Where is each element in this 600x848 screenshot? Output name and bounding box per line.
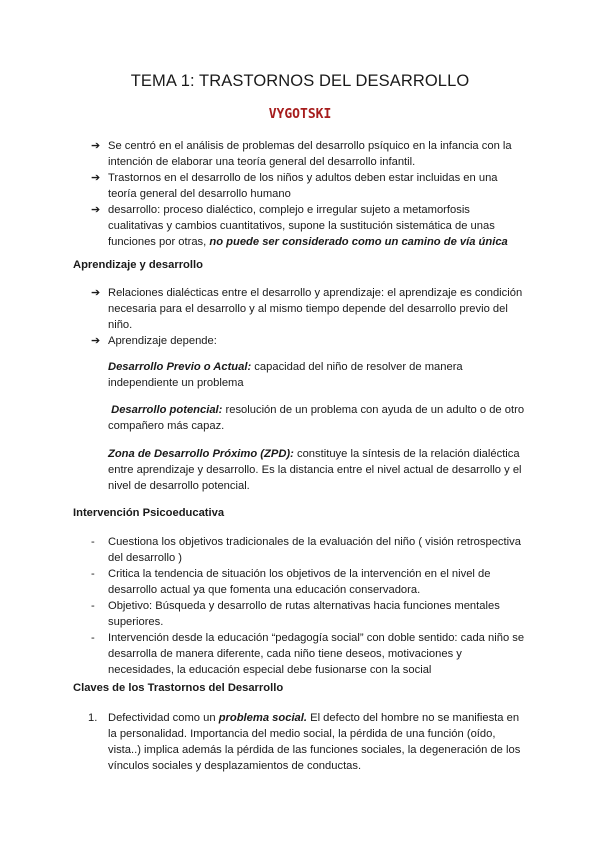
intervencion-item-3: Objetivo: Búsqueda y desarrollo de rutas alternativas hacia funciones mentales superiores. — [108, 600, 500, 628]
section-heading-claves: Claves de los Trastornos del Desarrollo — [73, 682, 284, 694]
list-item — [91, 630, 526, 678]
list-item — [91, 598, 526, 630]
intro-item-3-text: desarrollo: proceso dialéctico, complejo e irregular sujeto a metamorfosis cualitativas y cambios cuantitativos, supone la sustitución sistemática de unas funciones por otras, — [108, 204, 495, 248]
definition-potencial — [108, 402, 526, 434]
arrow-bullet-icon: ➔ — [91, 287, 101, 299]
list-item — [91, 202, 526, 250]
definition-text: capacidad del niño de resolver de manera independiente un problema — [108, 361, 463, 389]
dash-bullet: - — [91, 600, 95, 612]
intervencion-list — [91, 534, 526, 678]
claves-item-pre: Defectividad como un — [108, 712, 219, 724]
intervencion-item-2: Critica la tendencia de situación los objetivos de la intervención en el nivel de desarrollo actual ya que fomenta una educación conservadora. — [108, 568, 491, 596]
dash-bullet: - — [91, 632, 95, 644]
definition-term: Desarrollo Previo o Actual: — [108, 361, 252, 373]
intervencion-item-1: Cuestiona los objetivos tradicionales de la evaluación del niño ( visión retrospectiva del desarrollo ) — [108, 536, 521, 564]
document-subtitle: VYGOTSKI — [268, 107, 332, 122]
claves-list — [88, 710, 526, 774]
definition-zpd — [108, 446, 526, 494]
intervencion-item-4: Intervención desde la educación “pedagogía social” con doble sentido: cada niño se desarrolla de manera diferente, cada niño tiene deseos, motivaciones y necesidades, la educación especial debe fusionarse con la social — [108, 632, 525, 676]
aprendizaje-list — [91, 285, 526, 349]
section-heading-aprendizaje: Aprendizaje y desarrollo — [73, 259, 203, 271]
list-item — [91, 566, 526, 598]
intro-item-2: Trastornos en el desarrollo de los niños y adultos deben estar incluidas en una teoría general del desarrollo humano — [108, 172, 498, 200]
definition-zdr-actual — [108, 359, 526, 391]
definition-text: constituye la síntesis de la relación dialéctica entre aprendizaje y desarrollo. Es la distancia entre el nivel actual de desarrollo y el nivel de desarrollo potencial. — [108, 448, 522, 492]
dash-bullet: - — [91, 536, 95, 548]
list-item — [88, 710, 526, 774]
intro-item-3-emphasis: no puede ser considerado como un camino de vía única — [209, 236, 508, 248]
definition-text: resolución de un problema con ayuda de un adulto o de otro compañero más capaz. — [108, 404, 525, 432]
claves-item-emphasis: problema social. — [218, 712, 307, 724]
aprendizaje-item-1: Relaciones dialécticas entre el desarrollo y aprendizaje: el aprendizaje es condición necesaria para el desarrollo y al mismo tiempo depende del desarrollo previo del niño. — [108, 287, 523, 331]
aprendizaje-item-2: Aprendizaje depende: — [108, 335, 217, 347]
arrow-bullet-icon: ➔ — [91, 335, 101, 347]
list-item — [91, 534, 526, 566]
document-title: TEMA 1: TRASTORNOS DEL DESARROLLO — [130, 72, 470, 90]
arrow-bullet-icon: ➔ — [91, 204, 101, 216]
intro-item-1: Se centró en el análisis de problemas del desarrollo psíquico en la infancia con la intención de elaborar una teoría general del desarrollo infantil. — [108, 140, 512, 168]
claves-item-post: El defecto del hombre no se manifiesta en la personalidad. Importancia del medio social, la pérdida de una función (oído, vista..) implica además la pérdida de las funciones sociales, la degeneración de los vínculos sociales y desplazamientos de conductas. — [108, 712, 521, 772]
intro-list — [91, 138, 526, 250]
arrow-bullet-icon: ➔ — [91, 140, 101, 152]
section-heading-intervencion: Intervención Psicoeducativa — [73, 507, 225, 519]
definition-term: Desarrollo potencial: — [111, 404, 223, 416]
intro-item-3 — [108, 202, 526, 250]
definition-term: Zona de Desarrollo Próximo (ZPD): — [108, 448, 294, 460]
list-item — [91, 333, 526, 349]
list-item — [91, 285, 526, 333]
list-item — [91, 138, 526, 170]
dash-bullet: - — [91, 568, 95, 580]
list-item — [91, 170, 526, 202]
list-number: 1. — [88, 712, 98, 724]
arrow-bullet-icon: ➔ — [91, 172, 101, 184]
